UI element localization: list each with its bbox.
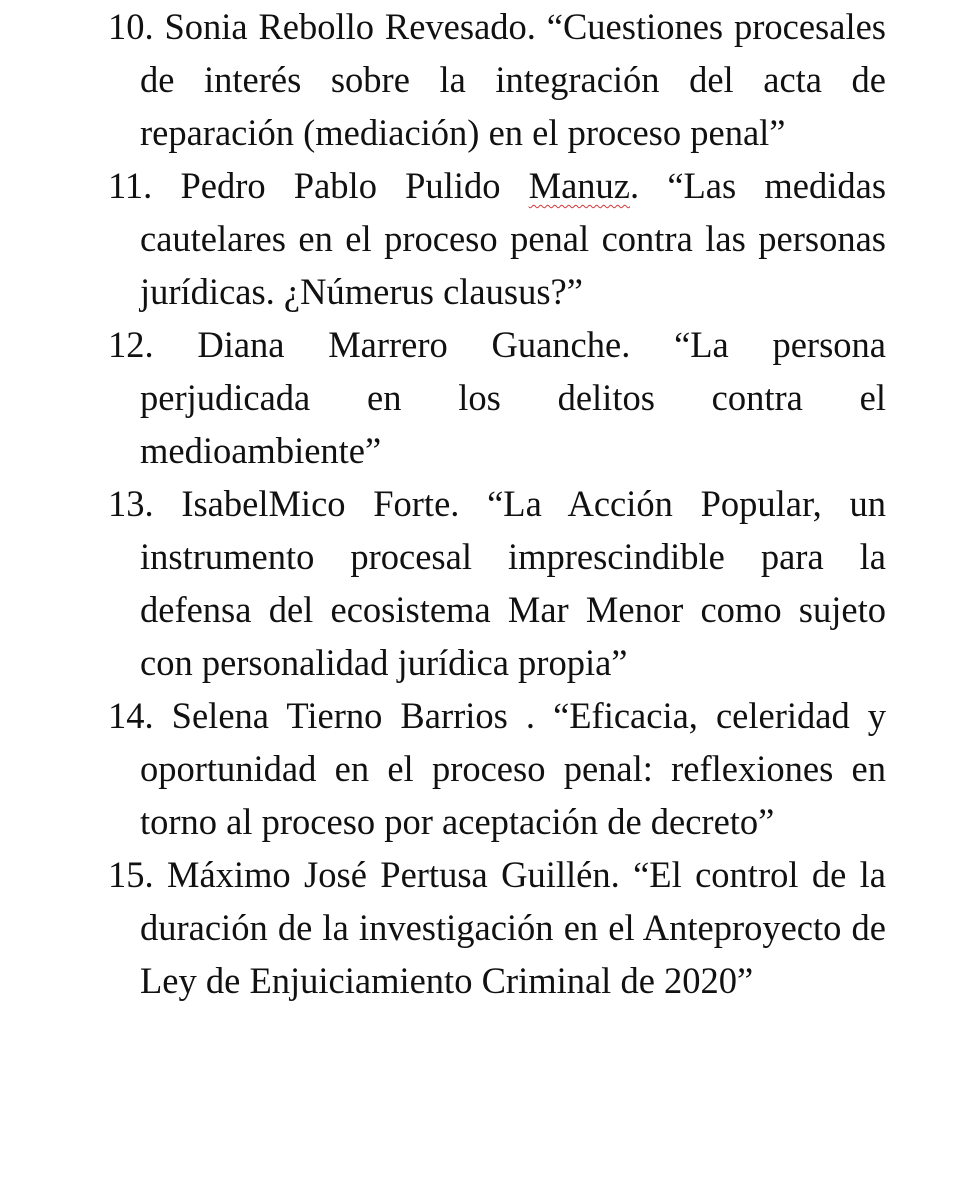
list-item: [108, 159, 886, 318]
spellcheck-flagged-word[interactable]: Manuz: [528, 165, 630, 206]
item-title: “El control de la duración de la investigación en el Anteproyecto de Ley de Enjuiciamiento Criminal de 2020”: [140, 854, 887, 1001]
list-item: [108, 477, 886, 689]
item-number: 10.: [108, 6, 154, 47]
item-author-suffix: .: [630, 165, 640, 206]
document-page: [108, 0, 886, 1007]
list-item: [108, 0, 886, 159]
item-number: 14.: [108, 695, 154, 736]
item-author: Máximo José Pertusa Guillén.: [167, 854, 620, 895]
item-author: Selena Tierno Barrios .: [171, 695, 536, 736]
item-title: “La Acción Popular, un instrumento procesal imprescindible para la defensa del ecosistema Mar Menor como sujeto con personalidad jurídica propia”: [140, 483, 887, 683]
numbered-reference-list: [108, 0, 886, 1007]
list-item: [108, 689, 886, 848]
list-item: [108, 318, 886, 477]
item-author: Pedro Pablo Pulido: [180, 165, 501, 206]
item-number: 13.: [108, 483, 154, 524]
item-title: “La persona perjudicada en los delitos contra el medioambiente”: [140, 324, 886, 471]
item-title: “Las medidas cautelares en el proceso penal contra las personas jurídicas. ¿Númerus clausus?”: [140, 165, 887, 312]
item-author: IsabelMico Forte.: [181, 483, 460, 524]
item-author: Diana Marrero Guanche.: [197, 324, 631, 365]
item-author: Sonia Rebollo Revesado.: [164, 6, 536, 47]
list-item: [108, 848, 886, 1007]
item-number: 11.: [108, 165, 153, 206]
item-title: “Eficacia, celeridad y oportunidad en el proceso penal: reflexiones en torno al proceso por aceptación de decreto”: [140, 695, 886, 842]
item-title: “Cuestiones procesales de interés sobre la integración del acta de reparación (mediación) en el proceso penal”: [140, 6, 886, 153]
item-number: 12.: [108, 324, 154, 365]
item-number: 15.: [108, 854, 154, 895]
